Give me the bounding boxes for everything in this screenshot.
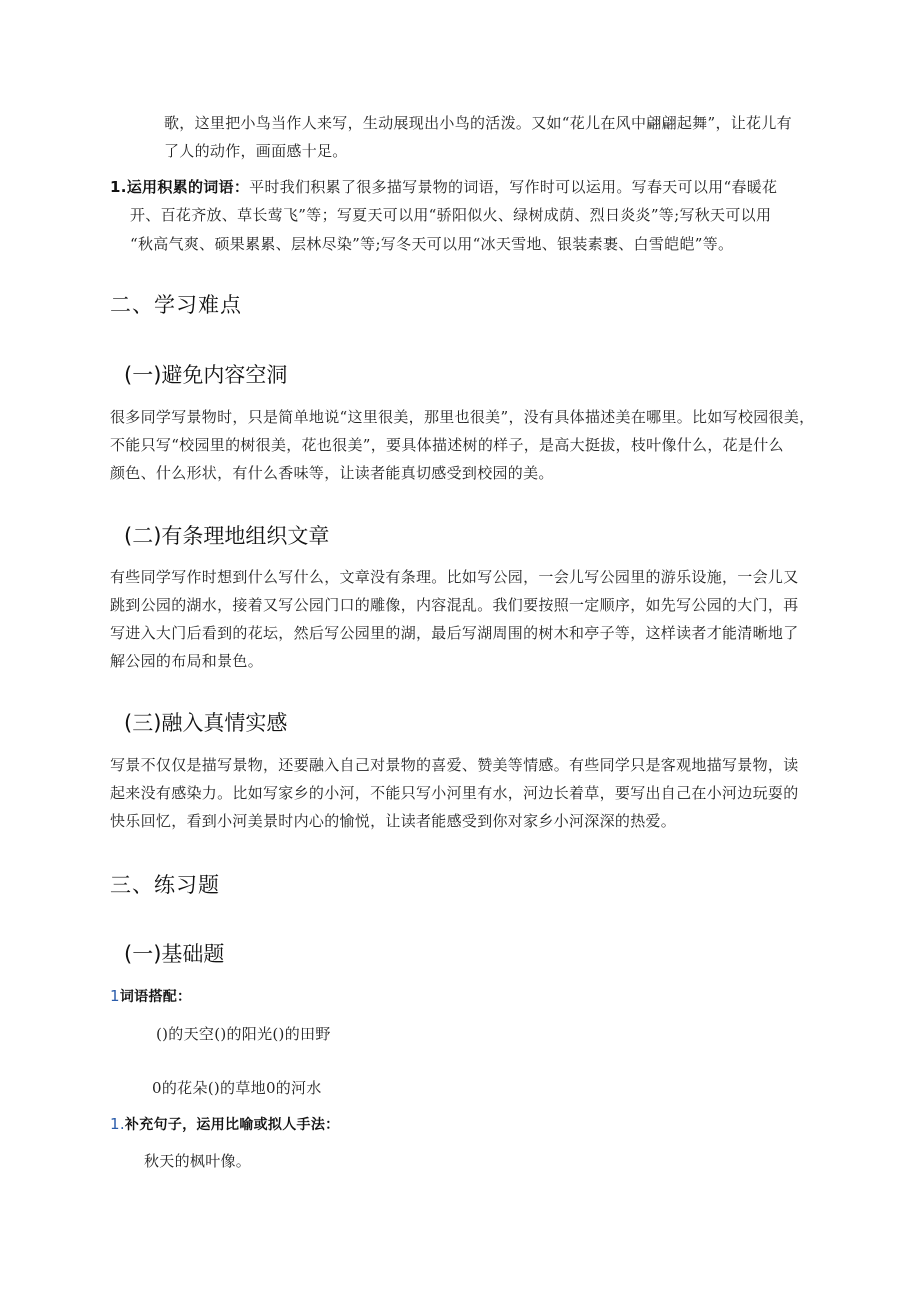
section-2-1-line-2: 不能只写“校园里的树很美，花也很美”，要具体描述树的样子，是高大挺拔，枝叶像什么，花是什么: [110, 436, 784, 454]
section-2-2-line-1: 有些同学写作时想到什么写什么，文章没有条理。比如写公园，一会儿写公园里的游乐设施，一会儿又: [110, 568, 799, 586]
section-2-heading: 二、学习难点: [110, 293, 242, 317]
section-3-heading: 三、练习题: [110, 873, 220, 897]
question-1-title: 词语搭配：: [119, 989, 192, 1005]
question-2-label: [110, 1114, 339, 1135]
tip-1-text: 平时我们积累了很多描写景物的词语，写作时可以运用。写春天可以用“春暖花: [249, 178, 778, 196]
question-1-label: [110, 986, 191, 1007]
question-1-row-2: 0的花朵()的草地0的河水: [152, 1079, 322, 1097]
section-2-1-line-1: 很多同学写景物时，只是简单地说“这里很美，那里也很美”，没有具体描述美在哪里。比如写校园很美，: [110, 408, 815, 426]
section-2-2-line-3: 写进入大门后看到的花坛，然后写公园里的湖，最后写湖周围的树木和亭子等，这样读者才能清晰地了: [110, 624, 799, 642]
tip-1-line-3: “秋高气爽、硕果累累、层林尽染”等;写冬天可以用“冰天雪地、银装素裹、白雪皑皑”等。: [130, 235, 734, 253]
intro-line-2: 了人的动作，画面感十足。: [164, 142, 348, 160]
question-1-number: 1: [110, 987, 120, 1005]
section-2-2-line-4: 解公园的布局和景色。: [110, 652, 264, 670]
tip-1-line-1: [110, 177, 777, 197]
section-2-3-line-3: 快乐回忆，看到小河美景时内心的愉悦，让读者能感受到你对家乡小河深深的热爱。: [110, 812, 677, 830]
intro-line-1: 歌，这里把小鸟当作人来写，生动展现出小鸟的活泼。又如“花儿在风中翩翩起舞”，让花儿有: [164, 114, 792, 132]
section-2-2-line-2: 跳到公园的湖水，接着又写公园门口的雕像，内容混乱。我们要按照一定顺序，如先写公园的大门，再: [110, 596, 799, 614]
tip-1-line-2: 开、百花齐放、草长莺飞”等；写夏天可以用“骄阳似火、绿树成荫、烈日炎炎”等;写秋天可以用: [130, 206, 772, 224]
tip-1-number: 1.: [110, 178, 127, 196]
question-2-row-1: 秋天的枫叶像。: [144, 1152, 252, 1170]
tip-1-label: 运用积累的词语：: [126, 178, 250, 196]
section-2-1-line-3: 颜色、什么形状，有什么香味等，让读者能真切感受到校园的美。: [110, 464, 554, 482]
section-2-3-line-2: 起来没有感染力。比如写家乡的小河，不能只写小河里有水，河边长着草，要写出自己在小河边玩耍的: [110, 784, 799, 802]
section-3-1-heading: (一)基础题: [124, 942, 225, 966]
question-1-row-1: ()的天空()的阳光()的田野: [156, 1025, 331, 1043]
section-2-3-heading: (三)融入真情实感: [124, 711, 288, 735]
question-2-number: 1.: [110, 1115, 125, 1133]
section-2-2-heading: (二)有条理地组织文章: [124, 524, 330, 548]
section-2-3-line-1: 写景不仅仅是描写景物，还要融入自己对景物的喜爱、赞美等情感。有些同学只是客观地描写景物，读: [110, 756, 799, 774]
section-2-1-heading: (一)避免内容空洞: [124, 363, 288, 387]
question-2-title: 补充句子，运用比喻或拟人手法：: [124, 1117, 340, 1133]
